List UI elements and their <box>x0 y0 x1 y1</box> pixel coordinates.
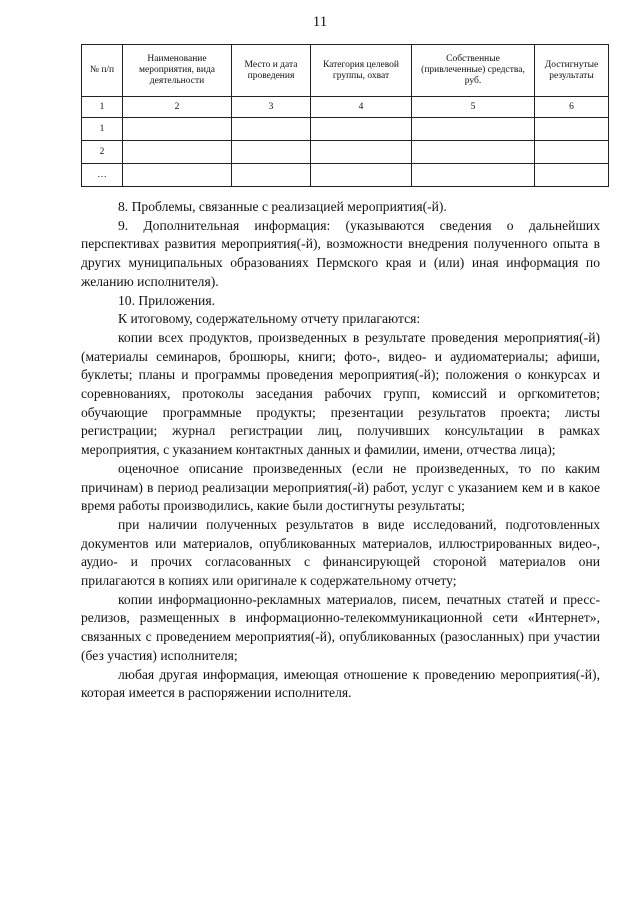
document-body <box>81 198 600 703</box>
column-number: 2 <box>123 97 232 118</box>
table-cell <box>232 164 311 187</box>
header-event-name: Наименование мероприятия, вида деятельности <box>123 45 232 97</box>
table-row <box>82 118 609 141</box>
header-results: Достигнутые результаты <box>535 45 609 97</box>
column-number: 4 <box>311 97 412 118</box>
table-row <box>82 141 609 164</box>
attachment-item-results: при наличии полученных результатов в виде исследований, подготовленных документов или материалов, опубликованных материалов, иллюстрированных видео-, аудио- и прочих согласованных с финансирующей стороной материалов они прилагаются в копиях или оригинале к содержательному отчету; <box>81 516 600 589</box>
header-funds: Собственные (привлеченные) средства, руб. <box>412 45 535 97</box>
table-cell: 1 <box>82 118 123 141</box>
table-cell <box>123 164 232 187</box>
section-additional-info: 9. Дополнительная информация: (указываются сведения о дальнейших перспективах развития мероприятия(-й), возможности внедрения полученного опыта в других муниципальных образованиях Пермского края и (или) иная информация по желанию исполнителя). <box>81 217 600 289</box>
table-cell <box>232 118 311 141</box>
report-table <box>81 44 609 187</box>
attachment-item-evaluation: оценочное описание произведенных (если не произведенных, то по каким причинам) в период реализации мероприятия(-й) работ, услуг с указанием кем и в какое время работы производились, какие были достигнуты результаты; <box>81 460 600 514</box>
table-row <box>82 164 609 187</box>
column-number: 1 <box>82 97 123 118</box>
attachment-item-other-info: любая другая информация, имеющая отношение к проведению мероприятия(-й), которая имеется в распоряжении исполнителя. <box>81 666 600 701</box>
attachments-intro: К итоговому, содержательному отчету прилагаются: <box>118 311 421 327</box>
table-cell <box>123 118 232 141</box>
attachment-item-ad-materials: копии информационно-рекламных материалов, писем, печатных статей и пресс-релизов, размещенных в информационно-телекоммуникационной сети «Интернет», связанных с проведением мероприятия(-й), опубликованных (разосланных) при участии (без участия) исполнителя; <box>81 591 600 663</box>
table-cell <box>412 164 535 187</box>
column-number-row <box>82 97 609 118</box>
header-place-date: Место и дата проведения <box>232 45 311 97</box>
table-cell <box>311 141 412 164</box>
page-number: 11 <box>312 14 328 30</box>
table-cell <box>535 118 609 141</box>
table-cell: … <box>82 164 123 187</box>
column-number: 6 <box>535 97 609 118</box>
table-cell <box>412 141 535 164</box>
column-number: 5 <box>412 97 535 118</box>
table-cell <box>123 141 232 164</box>
table-cell <box>232 141 311 164</box>
table-header-row <box>82 45 609 97</box>
header-number: № п/п <box>82 45 123 97</box>
table-cell <box>311 164 412 187</box>
attachment-item-copies: копии всех продуктов, произведенных в результате проведения мероприятия(-й) (материалы семинаров, брошюры, книги; фото-, видео- и аудиоматериалы; афиши, буклеты; планы и программы проведения мероприятия(-й); положения о конкурсах и соревнованиях, протоколы заседания рабочих групп, комиссий и оргкомитетов; обучающие программные продукты; презентации результатов проекта; листы регистрации; журнал регистрации лиц, получивших консультации в рамках мероприятия, с указанием контактных данных и фамилии, имени, отчества лица); <box>81 329 600 458</box>
table-cell <box>535 164 609 187</box>
section-problems: 8. Проблемы, связанные с реализацией мероприятия(-й). <box>118 199 447 214</box>
table-cell <box>311 118 412 141</box>
table-cell: 2 <box>82 141 123 164</box>
column-number: 3 <box>232 97 311 118</box>
table-cell <box>535 141 609 164</box>
table-cell <box>412 118 535 141</box>
section-attachments: 10. Приложения. <box>118 292 215 308</box>
header-target-group: Категория целевой группы, охват <box>311 45 412 97</box>
